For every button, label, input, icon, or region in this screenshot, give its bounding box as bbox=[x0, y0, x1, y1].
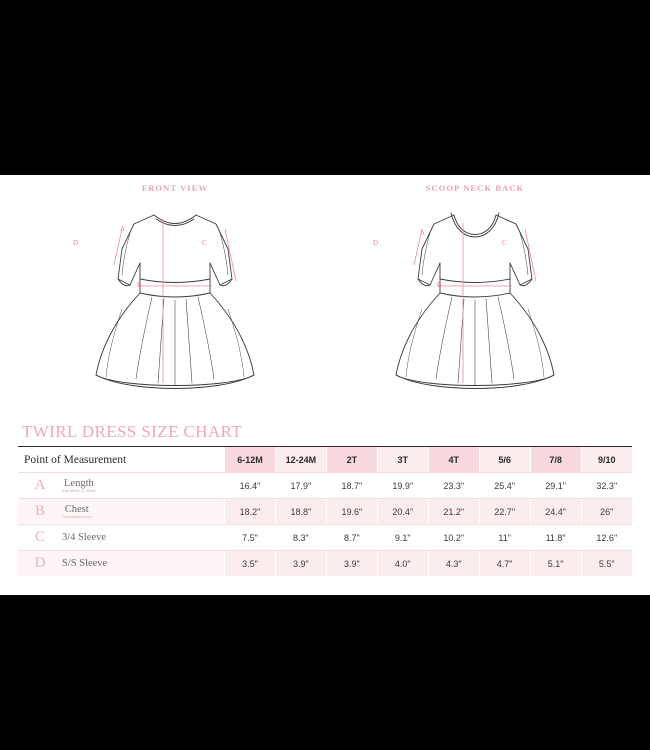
cell-ssleeve-3t: 4.0" bbox=[377, 551, 428, 577]
cell-34sleeve-6-12m: 7.5" bbox=[225, 525, 276, 551]
cell-34sleeve-12-24m: 8.3" bbox=[275, 525, 326, 551]
cell-chest-9-10: 26" bbox=[581, 499, 632, 525]
table-row bbox=[18, 499, 632, 525]
row-name-chest: Chest bbox=[64, 503, 89, 515]
cell-length-2t: 18.7" bbox=[326, 473, 377, 499]
cell-34sleeve-9-10: 12.6" bbox=[581, 525, 632, 551]
cell-chest-7-8: 24.4" bbox=[530, 499, 581, 525]
cell-length-12-24m: 17.9" bbox=[275, 473, 326, 499]
back-view-title: SCOOP NECK BACK bbox=[425, 183, 525, 193]
row-letter-b: B bbox=[34, 503, 45, 519]
table-header-row bbox=[18, 447, 632, 473]
header-size-4t: 4T bbox=[428, 447, 479, 473]
header-size-7-8: 7/8 bbox=[530, 447, 581, 473]
cell-chest-3t: 20.4" bbox=[377, 499, 428, 525]
size-chart-table-wrap bbox=[18, 447, 632, 576]
cell-chest-12-24m: 18.8" bbox=[275, 499, 326, 525]
header-size-6-12m: 6-12M bbox=[225, 447, 276, 473]
header-size-3t: 3T bbox=[377, 447, 428, 473]
header-size-12-24m: 12-24M bbox=[275, 447, 326, 473]
cell-length-5-6: 25.4" bbox=[479, 473, 530, 499]
cell-ssleeve-9-10: 5.5" bbox=[581, 551, 632, 577]
cell-34sleeve-5-6: 11" bbox=[479, 525, 530, 551]
row-sub-chest: Circumference bbox=[62, 513, 92, 519]
size-chart-table bbox=[18, 447, 632, 576]
front-callout-A: A bbox=[120, 225, 126, 233]
cell-length-4t: 23.3" bbox=[428, 473, 479, 499]
cell-chest-5-6: 22.7" bbox=[479, 499, 530, 525]
row-label-chest bbox=[18, 499, 225, 525]
table-body bbox=[18, 473, 632, 577]
page-title: TWIRL DRESS SIZE CHART bbox=[22, 422, 243, 441]
cell-length-9-10: 32.3" bbox=[581, 473, 632, 499]
front-callout-C: C bbox=[202, 239, 207, 247]
back-callout-C: C bbox=[502, 239, 507, 247]
front-view-title: FRONT VIEW bbox=[141, 183, 209, 193]
row-name-length: Length bbox=[64, 477, 94, 489]
row-name-three-quarter-sleeve: 3/4 Sleeve bbox=[62, 531, 107, 543]
back-view-block bbox=[325, 175, 625, 420]
cell-chest-4t: 21.2" bbox=[428, 499, 479, 525]
header-size-2t: 2T bbox=[326, 447, 377, 473]
cell-ssleeve-7-8: 5.1" bbox=[530, 551, 581, 577]
cell-length-3t: 19.9" bbox=[377, 473, 428, 499]
row-letter-c: C bbox=[34, 529, 45, 545]
header-size-9-10: 9/10 bbox=[581, 447, 632, 473]
header-size-5-6: 5/6 bbox=[479, 447, 530, 473]
cell-ssleeve-2t: 3.9" bbox=[326, 551, 377, 577]
row-label-three-quarter-sleeve bbox=[18, 525, 225, 551]
cell-34sleeve-3t: 9.1" bbox=[377, 525, 428, 551]
cell-ssleeve-5-6: 4.7" bbox=[479, 551, 530, 577]
row-name-short-sleeve: S/S Sleeve bbox=[62, 557, 108, 569]
back-callout-B: B bbox=[437, 281, 442, 289]
cell-chest-6-12m: 18.2" bbox=[225, 499, 276, 525]
table-row bbox=[18, 551, 632, 577]
front-dress-illustration bbox=[25, 193, 325, 415]
cell-ssleeve-4t: 4.3" bbox=[428, 551, 479, 577]
back-dress-illustration bbox=[325, 193, 625, 415]
table-head bbox=[18, 447, 632, 473]
illustrations-row bbox=[0, 175, 650, 420]
row-label-length bbox=[18, 473, 225, 499]
cell-chest-2t: 19.6" bbox=[326, 499, 377, 525]
row-sub-length: Shoulder to Hem bbox=[62, 487, 96, 493]
cell-ssleeve-6-12m: 3.5" bbox=[225, 551, 276, 577]
cell-34sleeve-4t: 10.2" bbox=[428, 525, 479, 551]
cell-34sleeve-2t: 8.7" bbox=[326, 525, 377, 551]
header-point-of-measurement: Point of Measurement bbox=[18, 447, 225, 473]
front-callout-D: D bbox=[73, 239, 79, 247]
row-label-short-sleeve bbox=[18, 551, 225, 577]
back-dress-svg bbox=[360, 193, 590, 408]
size-chart-sheet bbox=[0, 175, 650, 595]
cell-length-6-12m: 16.4" bbox=[225, 473, 276, 499]
cell-34sleeve-7-8: 11.8" bbox=[530, 525, 581, 551]
front-dress-svg bbox=[60, 193, 290, 408]
cell-ssleeve-12-24m: 3.9" bbox=[275, 551, 326, 577]
row-letter-a: A bbox=[34, 477, 46, 493]
row-letter-d: D bbox=[34, 555, 46, 571]
table-row bbox=[18, 473, 632, 499]
back-callout-D: D bbox=[373, 239, 379, 247]
cell-length-7-8: 29.1" bbox=[530, 473, 581, 499]
back-callout-A: A bbox=[420, 229, 426, 237]
table-row bbox=[18, 525, 632, 551]
front-view-block bbox=[25, 175, 325, 420]
front-callout-B: B bbox=[137, 281, 142, 289]
